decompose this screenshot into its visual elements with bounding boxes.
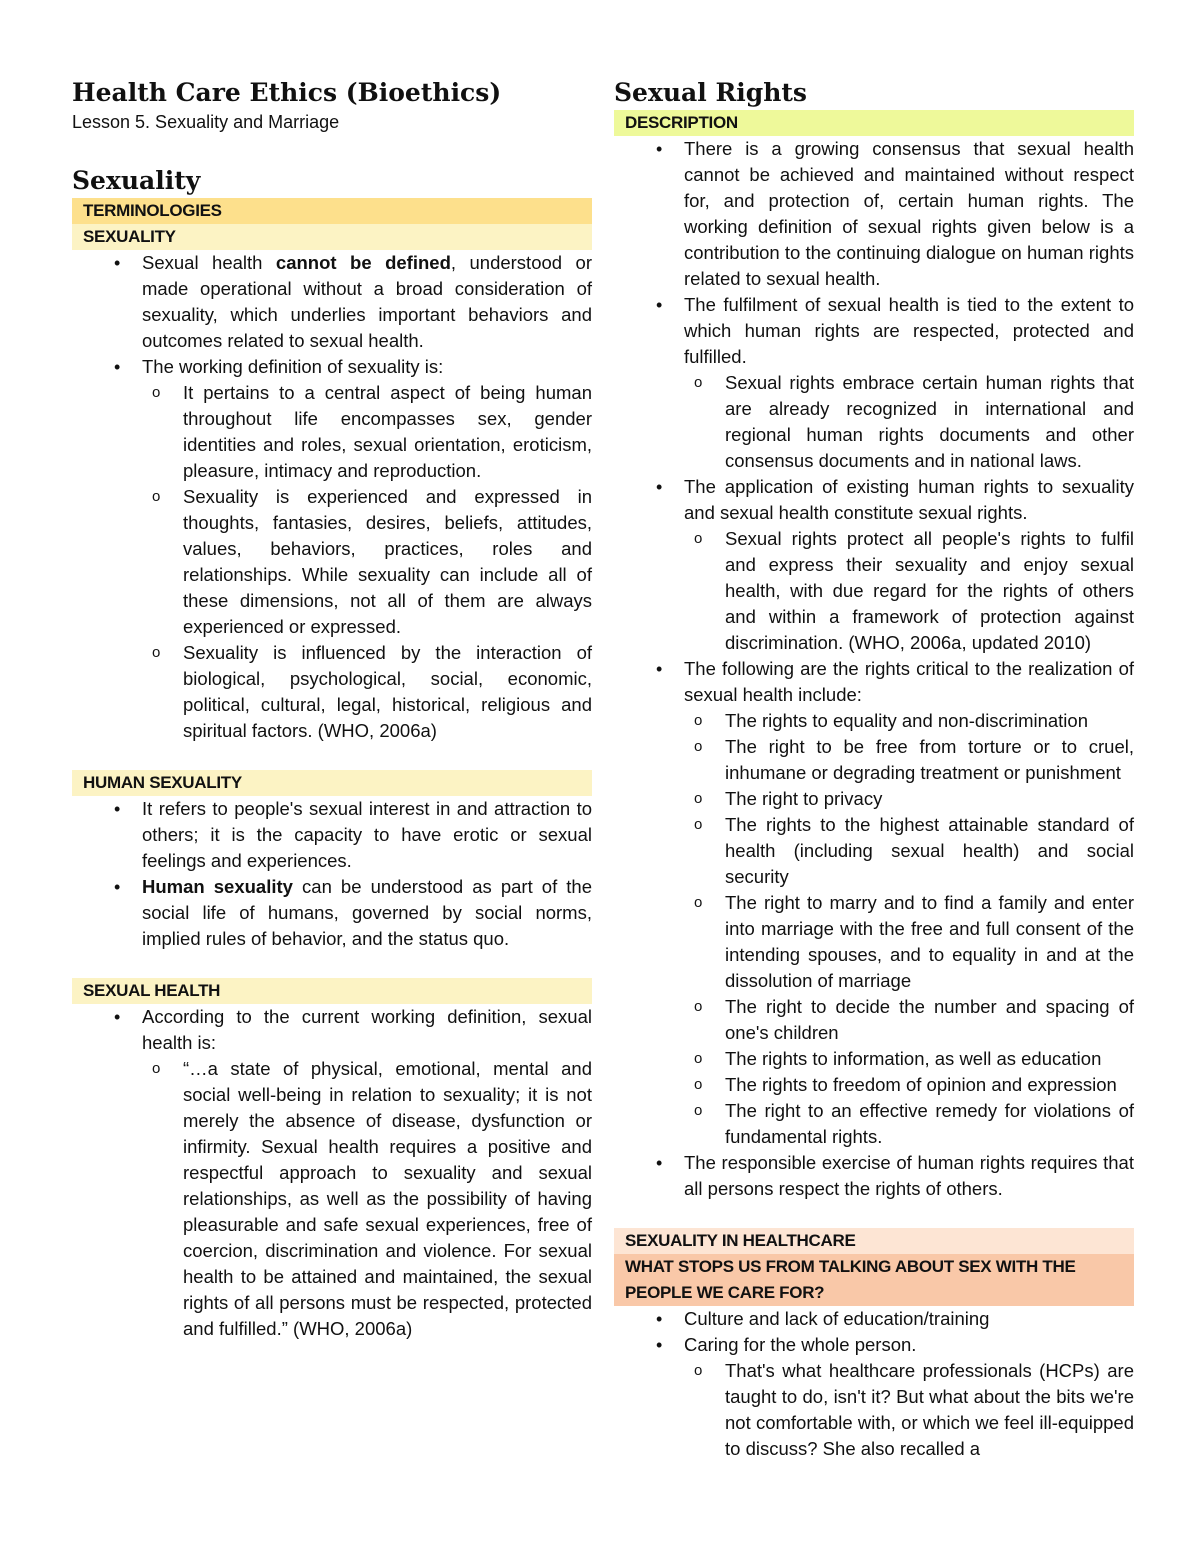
list-item: • The working definition of sexuality is: xyxy=(72,354,592,380)
list-item: • Caring for the whole person. xyxy=(614,1332,1134,1358)
sub-list-item: o Sexuality is experienced and expressed in thoughts, fantasies, desires, beliefs, attitudes, values, behaviors, practices, roles and relationships. While sexuality can include all of these dimensions, not all of them are always experienced or expressed. xyxy=(72,484,592,640)
sub-list-item: o It pertains to a central aspect of being human throughout life encompasses sex, gender identities and roles, sexual orientation, eroticism, pleasure, intimacy and reproduction. xyxy=(72,380,592,484)
list-item: • The fulfilment of sexual health is tied to the extent to which human rights are respected, protected and fulfilled. xyxy=(614,292,1134,370)
sub-list-item: o Sexual rights embrace certain human rights that are already recognized in international and regional human rights documents and other consensus documents and in national laws. xyxy=(614,370,1134,474)
rights-item: o The rights to freedom of opinion and expression xyxy=(614,1072,1134,1098)
sub-list-item: o Sexual rights protect all people's rights to fulfil and express their sexuality and enjoy sexual health, with due regard for the rights of others and within a framework of protection against discrimination. (WHO, 2006a, updated 2010) xyxy=(614,526,1134,656)
section-title-sexuality: Sexuality xyxy=(72,166,201,195)
band-sexuality-in-healthcare: SEXUALITY IN HEALTHCARE xyxy=(614,1228,1134,1254)
rights-item: o The right to an effective remedy for violations of fundamental rights. xyxy=(614,1098,1134,1150)
rights-item: o The right to be free from torture or to cruel, inhumane or degrading treatment or punishment xyxy=(614,734,1134,786)
human-sexuality-list xyxy=(72,796,592,952)
healthcare-list xyxy=(614,1306,1134,1462)
sub-list-item: o That's what healthcare professionals (HCPs) are taught to do, isn't it? But what about the bits we're not comfortable with, or which we feel ill-equipped to discuss? She also recalled a xyxy=(614,1358,1134,1462)
text-span: , understood or made operational without a broad consideration of sexuality, which underlies important behaviors and outcomes related to sexual health. xyxy=(142,252,592,351)
description-list xyxy=(614,136,1134,1202)
left-column xyxy=(72,76,592,1342)
rights-item: o The right to privacy xyxy=(614,786,1134,812)
sub-list-item: o Sexuality is influenced by the interaction of biological, psychological, social, economic, political, cultural, legal, historical, religious and spiritual factors. (WHO, 2006a) xyxy=(72,640,592,744)
lesson-subtitle: Lesson 5. Sexuality and Marriage xyxy=(72,112,340,132)
band-human-sexuality: HUMAN SEXUALITY xyxy=(72,770,592,796)
rights-item: o The rights to information, as well as education xyxy=(614,1046,1134,1072)
section-title-sexual-rights: Sexual Rights xyxy=(614,78,807,107)
text-span: Sexual health xyxy=(142,252,276,273)
bold-text: Human sexuality xyxy=(142,876,293,897)
list-item: • There is a growing consensus that sexual health cannot be achieved and maintained without respect for, and protection of, certain human rights. The working definition of sexual rights given below is a contribution to the continuing dialogue on human rights related to sexual health. xyxy=(614,136,1134,292)
document-title: Health Care Ethics (Bioethics) xyxy=(72,78,502,107)
sub-list-item: o “…a state of physical, emotional, mental and social well-being in relation to sexuality; it is not merely the absence of disease, dysfunction or infirmity. Sexual health requires a positive and respectful approach to sexuality and sexual relationships, as well as the possibility of having pleasurable and safe sexual experiences, free of coercion, discrimination and violence. For sexual health to be attained and maintained, the sexual rights of all persons must be respected, protected and fulfilled.” (WHO, 2006a) xyxy=(72,1056,592,1342)
band-sexual-health: SEXUAL HEALTH xyxy=(72,978,592,1004)
right-column xyxy=(614,76,1134,1462)
sexual-health-list xyxy=(72,1004,592,1342)
text-span: can be understood as part of the social life of humans, governed by social norms, implied rules of behavior, and the status quo. xyxy=(142,876,592,949)
list-item: • The responsible exercise of human rights requires that all persons respect the rights of others. xyxy=(614,1150,1134,1202)
rights-item: o The right to decide the number and spacing of one's children xyxy=(614,994,1134,1046)
rights-item: o The right to marry and to find a family and enter into marriage with the free and full consent of the intending spouses, and to equality in and at the dissolution of marriage xyxy=(614,890,1134,994)
list-item: • It refers to people's sexual interest in and attraction to others; it is the capacity to have erotic or sexual feelings and experiences. xyxy=(72,796,592,874)
band-terminologies: TERMINOLOGIES xyxy=(72,198,592,224)
band-question: WHAT STOPS US FROM TALKING ABOUT SEX WITH THE PEOPLE WE CARE FOR? xyxy=(614,1254,1134,1306)
list-item: • According to the current working definition, sexual health is: xyxy=(72,1004,592,1056)
band-sexuality: SEXUALITY xyxy=(72,224,592,250)
rights-item: o The rights to equality and non-discrimination xyxy=(614,708,1134,734)
list-item xyxy=(72,874,592,952)
list-item xyxy=(72,250,592,354)
sexuality-list xyxy=(72,250,592,744)
rights-item: o The rights to the highest attainable standard of health (including sexual health) and social security xyxy=(614,812,1134,890)
list-item: • Culture and lack of education/training xyxy=(614,1306,1134,1332)
list-item: • The following are the rights critical to the realization of sexual health include: xyxy=(614,656,1134,708)
bold-text: cannot be defined xyxy=(275,252,451,273)
band-description: DESCRIPTION xyxy=(614,110,1134,136)
list-item: • The application of existing human rights to sexuality and sexual health constitute sexual rights. xyxy=(614,474,1134,526)
